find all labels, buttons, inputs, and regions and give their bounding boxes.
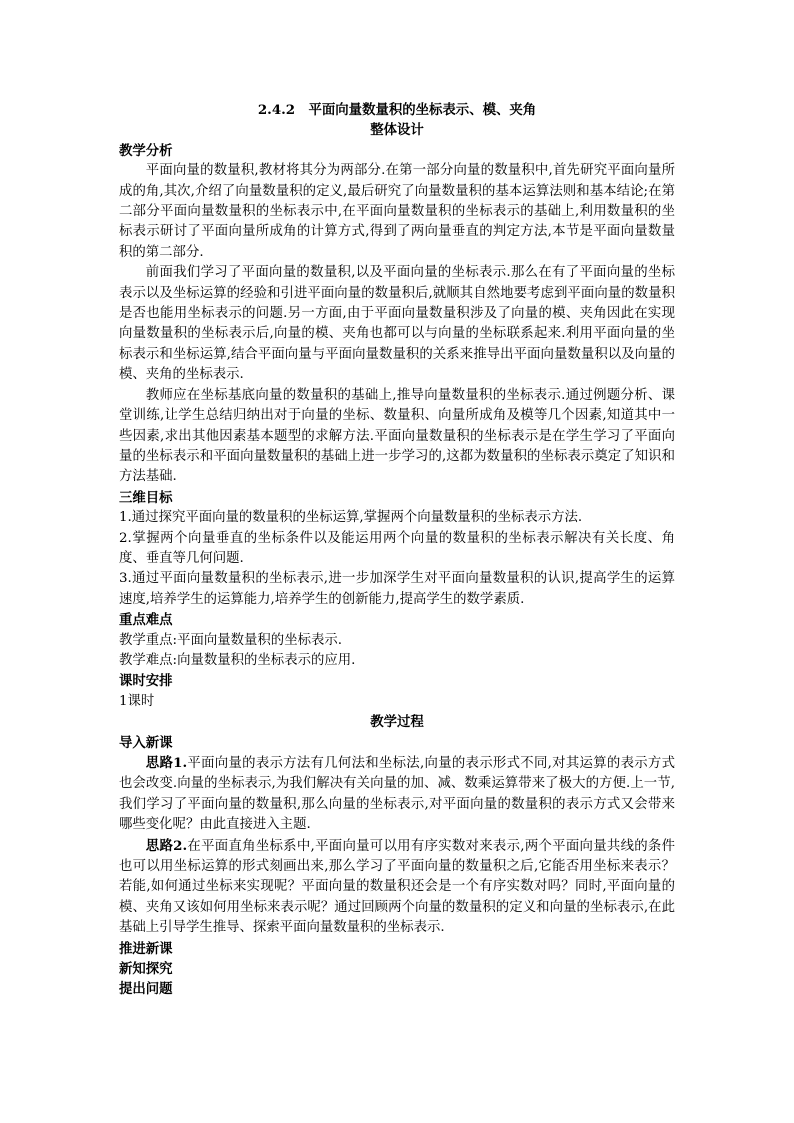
analysis-paragraph: 教师应在坐标基底向量的数量积的基础上,推导向量数量积的坐标表示.通过例题分析、课堂训练,让学生总结归纳出对于向量的坐标、数量积、向量所成角及模等几个因素,知道其中一些因素,求出其他因素基本题型的求解方法.平面向量数量积的坐标表示是在学生学习了平面向量的坐标表示和平面向量数量积的基础上进一步学习的,这都为数量积的坐标表示奠定了知识和方法基础. (119, 387, 675, 485)
document-page (119, 100, 675, 1000)
section-heading-analysis: 教学分析 (119, 142, 173, 159)
schedule-value: 1课时 (119, 693, 155, 709)
goal-item: 3.通过平面向量数量积的坐标表示,进一步加深学生对平面向量数量积的认识,提高学生的运算速度,培养学生的运算能力,培养学生的创新能力,提高学生的数学素质. (119, 571, 675, 607)
idea-text: 平面向量的表示方法有几何法和坐标法,向量的表示形式不同,对其运算的表示方式也会改变.向量的坐标表示,为我们解决有关向量的加、减、数乘运算带来了极大的方便.上一节,我们学习了平面向量的数量积,那么向量的坐标表示,对平面向量的数量积的表示方式又会带来哪些变化呢？由此直接进入主题. (119, 756, 675, 833)
key-point-item: 教学重点:平面向量数量积的坐标表示. (119, 632, 343, 648)
idea-paragraph (119, 753, 675, 836)
subheading-question: 提出问题 (119, 981, 173, 998)
section-heading-schedule: 课时安排 (119, 673, 173, 690)
goal-item: 2.掌握两个向量垂直的坐标条件以及能运用两个向量的数量积的坐标表示解决有关长度、角度、垂直等几何问题. (119, 530, 675, 566)
key-point-item: 教学难点:向量数量积的坐标表示的应用. (119, 652, 356, 668)
analysis-paragraph: 平面向量的数量积,教材将其分为两部分.在第一部分向量的数量积中,首先研究平面向量所成的角,其次,介绍了向量数量积的定义,最后研究了向量数量积的基本运算法则和基本结论;在第二部分平面向量数量积的坐标表示中,在平面向量数量积的坐标表示的基础上,利用数量积的坐标表示研讨了平面向量所成角的计算方式,得到了两向量垂直的判定方法,本节是平面向量数量积的第二部分. (119, 163, 675, 260)
idea-text: 在平面直角坐标系中,平面向量可以用有序实数对来表示,两个平面向量共线的条件也可以用坐标运算的形式刻画出来,那么学习了平面向量的数量积之后,它能否用坐标来表示？若能,如何通过坐标来实现呢？平面向量的数量积还会是一个有序实数对吗？同时,平面向量的模、夹角又该如何用坐标来表示呢？通过回顾两个向量的数量积的定义和向量的坐标表示,在此基础上引导学生推导、探索平面向量数量积的坐标表示. (119, 838, 675, 936)
idea-label: 思路1. (145, 755, 188, 771)
analysis-paragraph: 前面我们学习了平面向量的数量积,以及平面向量的坐标表示.那么在有了平面向量的坐标表示以及坐标运算的经验和引进平面向量的数量积后,就顺其自然地要考虑到平面向量的数量积是否也能用坐标表示的问题.另一方面,由于平面向量数量积涉及了向量的模、夹角因此在实现向量数量积的坐标表示后,向量的模、夹角也都可以与向量的坐标联系起来.利用平面向量的坐标表示和坐标运算,结合平面向量与平面向量数量积的关系来推导出平面向量数量积以及向量的模、夹角的坐标表示. (119, 265, 675, 383)
goal-item: 1.通过探究平面向量的数量积的坐标运算,掌握两个向量数量积的坐标表示方法. (119, 510, 583, 526)
idea-paragraph (119, 836, 675, 939)
section-heading-key-points: 重点难点 (119, 612, 173, 629)
document-subtitle: 整体设计 (370, 122, 424, 139)
idea-label: 思路2. (145, 837, 188, 854)
section-heading-goals: 三维目标 (119, 489, 173, 506)
subheading-explore: 新知探究 (119, 961, 173, 978)
subheading-new-lesson: 推进新课 (119, 940, 173, 957)
document-title: 2.4.2 平面向量数量积的坐标表示、模、夹角 (257, 102, 537, 118)
subheading-intro: 导入新课 (119, 734, 173, 751)
section-heading-process: 教学过程 (370, 714, 424, 731)
